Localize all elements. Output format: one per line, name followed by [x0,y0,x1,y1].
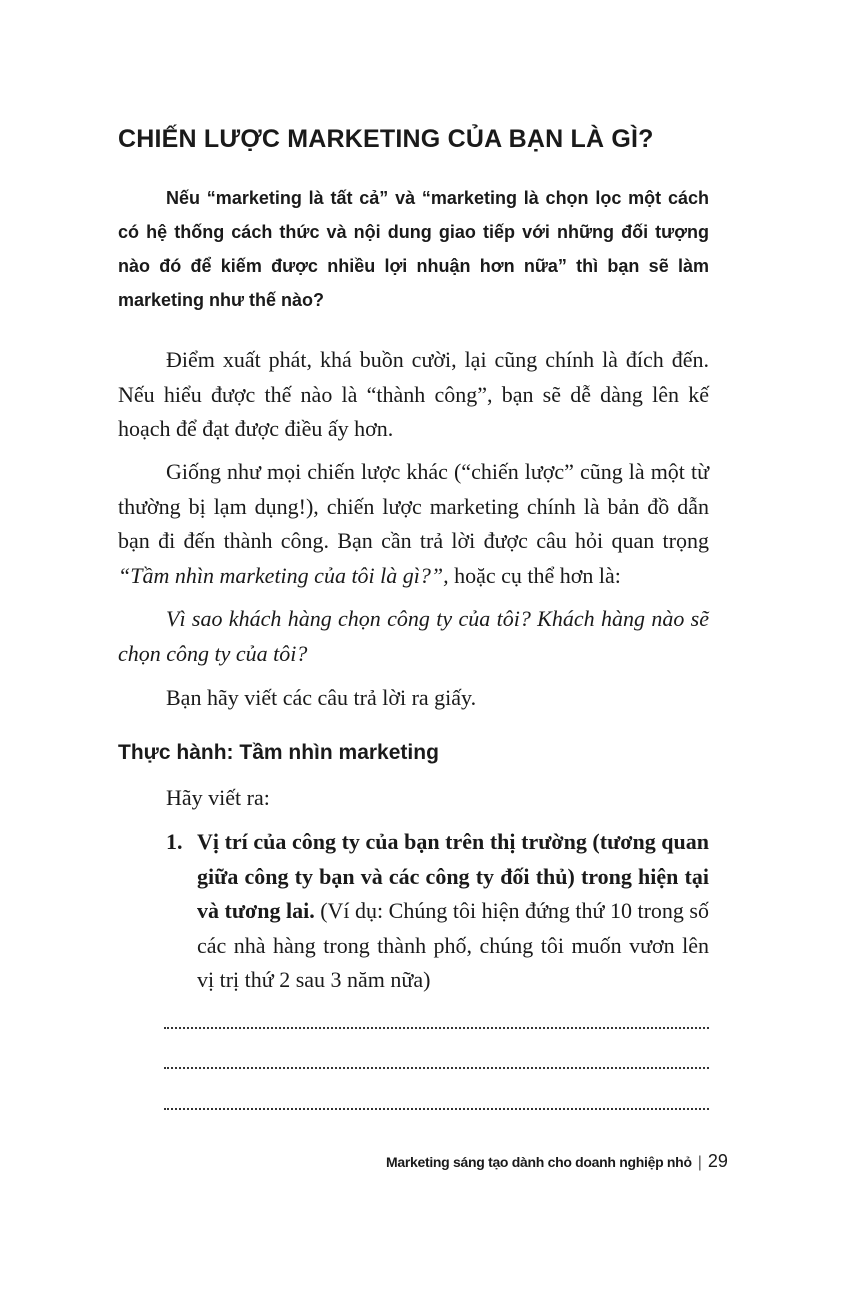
intro-paragraph: Nếu “marketing là tất cả” và “marketing là chọn lọc một cách có hệ thống cách thức và nội dung giao tiếp với những đối tượng nào đó để kiếm được nhiều lợi nhuận hơn nữa” thì bạn sẽ làm marketing như thế nào? [118,188,709,310]
practice-instruction: Hãy viết ra: [166,785,270,810]
body-paragraph-4: Bạn hãy viết các câu trả lời ra giấy. [166,685,477,710]
practice-heading: Thực hành: Tầm nhìn marketing [118,741,439,764]
answer-line-2[interactable] [164,1067,709,1069]
answer-line-3[interactable] [164,1108,709,1110]
list-item-number: 1. [166,829,183,854]
footer-book-title: Marketing sáng tạo dành cho doanh nghiệp nhỏ [386,1154,692,1170]
body-paragraph-1: Điểm xuất phát, khá buồn cười, lại cũng chính là đích đến. Nếu hiểu được thế nào là “thành công”, bạn sẽ dễ dàng lên kế hoạch để đạt được điều ấy hơn. [118,347,709,441]
page-number: 29 [707,1151,728,1171]
footer-separator: | [697,1154,702,1171]
body-paragraph-2 [118,455,709,593]
paragraph-2-italic-question: “Tầm nhìn marketing của tôi là gì?”, [118,562,449,588]
answer-line-1[interactable] [164,1027,709,1029]
list-item-example-text: (Ví dụ: Chúng tôi hiện đứng thứ 10 trong số các nhà hàng trong thành phố, chúng tôi muốn vươn lên vị trị thứ 2 sau 3 năm nữa) [197,898,709,992]
section-heading: CHIẾN LƯỢC MARKETING CỦA BẠN LÀ GÌ? [118,125,654,153]
paragraph-2-text-end: hoặc cụ thể hơn là: [448,562,621,588]
list-item-bold-text: Vị trí của công ty của bạn trên thị trường (tương quan giữa công ty bạn và các công ty đối thủ) trong hiện tại và tương lai. [197,829,709,923]
list-item-text [197,825,709,998]
paragraph-2-text: Giống như mọi chiến lược khác (“chiến lược” cũng là một từ thường bị lạm dụng!), chiến lược marketing chính là bản đồ dẫn bạn đi đến thành công. Bạn cần trả lời được câu hỏi quan trọng [118,459,709,553]
page-footer [386,1151,728,1172]
body-paragraph-3-italic: Vì sao khách hàng chọn công ty của tôi? Khách hàng nào sẽ chọn công ty của tôi? [118,606,709,666]
